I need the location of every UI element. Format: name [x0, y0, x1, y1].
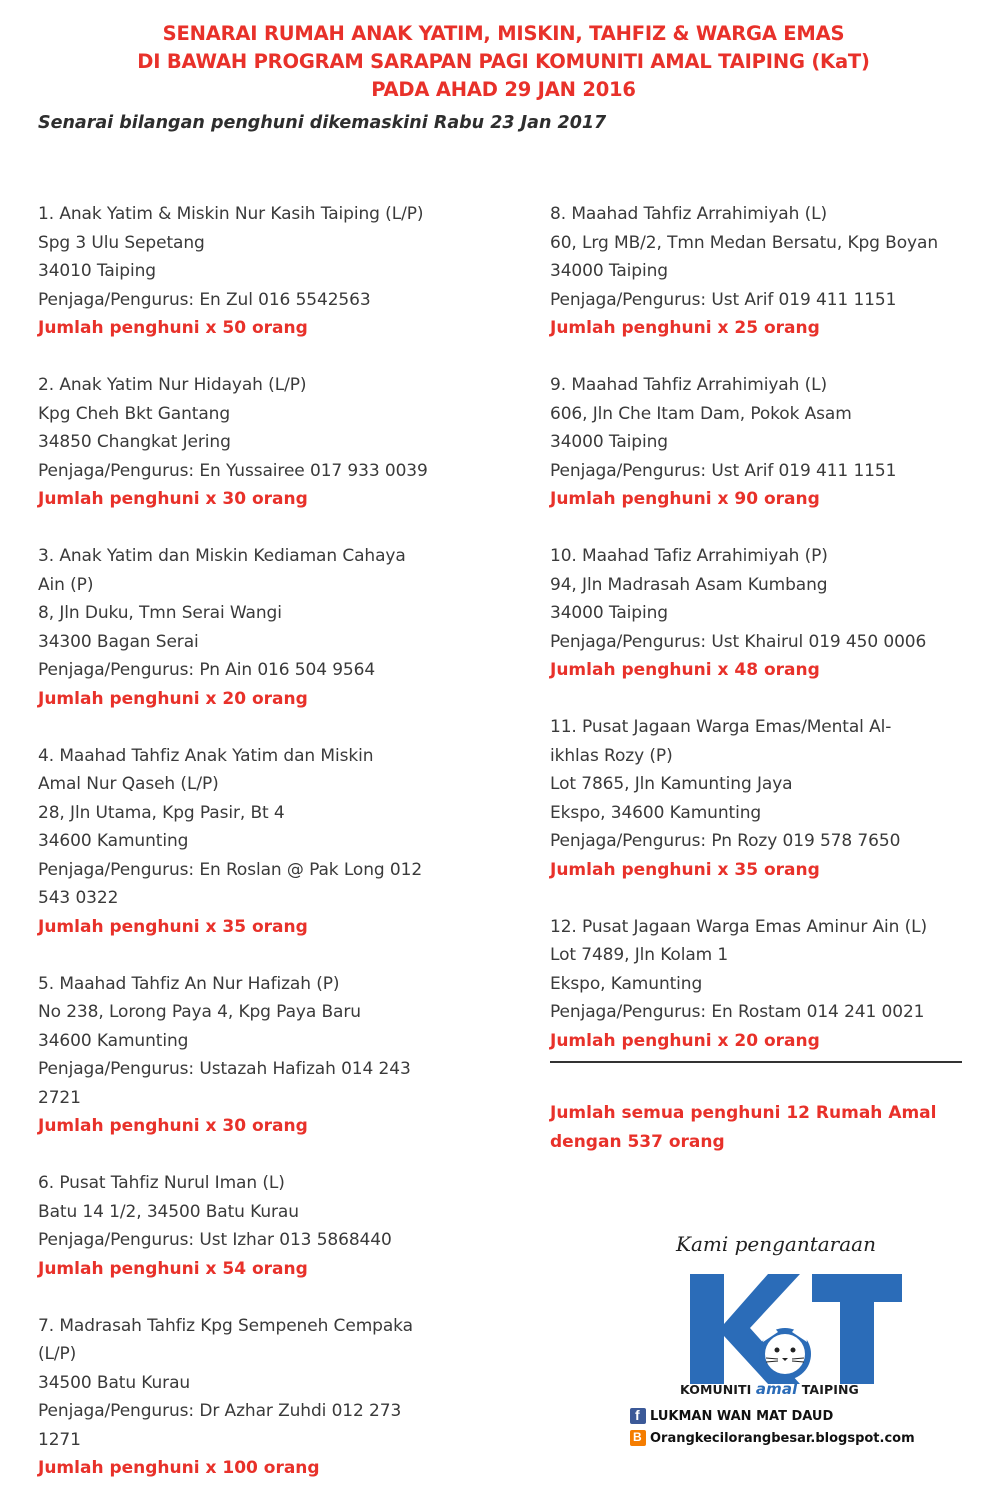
kat-logo	[650, 1266, 910, 1396]
facebook-name: LUKMAN WAN MAT DAUD	[650, 1408, 834, 1424]
entry-line: 8. Maahad Tahfiz Arrahimiyah (L)	[550, 204, 828, 224]
document-header	[0, 20, 1007, 104]
entry-line: 11. Pusat Jagaan Warga Emas/Mental Al-	[550, 717, 892, 737]
title-line-3: PADA AHAD 29 JAN 2016	[371, 78, 636, 101]
entry-line: Ekspo, Kamunting	[550, 973, 703, 994]
entry-line: Penjaga/Pengurus: En Yussairee 017 933 0039	[38, 460, 428, 481]
entry-line: 34000 Taiping	[550, 261, 668, 281]
entry-line: Ekspo, 34600 Kamunting	[550, 802, 762, 823]
title-line-2: DI BAWAH PROGRAM SARAPAN PAGI KOMUNITI AMAL TAIPING (KaT)	[137, 50, 870, 73]
entry-line: 2721	[38, 1087, 81, 1108]
entry-line: 3. Anak Yatim dan Miskin Kediaman Cahaya	[38, 546, 406, 566]
right-column	[550, 200, 1002, 1156]
entry-line: 34300 Bagan Serai	[38, 631, 199, 652]
entry-7	[38, 1312, 508, 1483]
entry-line: Penjaga/Pengurus: Pn Ain 016 504 9564	[38, 660, 376, 680]
entry-line: Ain (P)	[38, 574, 94, 595]
entry-line: 543 0322	[38, 888, 119, 908]
entry-line: Penjaga/Pengurus: En Rostam 014 241 0021	[550, 1002, 925, 1022]
updated-note: Senarai bilangan penghuni dikemaskini Rabu 23 Jan 2017	[38, 113, 607, 133]
entry-9	[550, 371, 1002, 514]
entry-count: Jumlah penghuni x 20 orang	[550, 1030, 820, 1051]
entry-line: Batu 14 1/2, 34500 Batu Kurau	[38, 1201, 299, 1222]
entry-line: Penjaga/Pengurus: En Zul 016 5542563	[38, 289, 371, 310]
entry-count: Jumlah penghuni x 48 orang	[550, 660, 820, 680]
entry-line: 60, Lrg MB/2, Tmn Medan Bersatu, Kpg Boyan	[550, 232, 938, 253]
entry-line: Lot 7489, Jln Kolam 1	[550, 945, 729, 965]
entry-2	[38, 371, 508, 514]
entry-count: Jumlah penghuni x 100 orang	[38, 1458, 320, 1478]
logo-caption-part: KOMUNITI	[680, 1382, 752, 1397]
blog-url: Orangkecilorangbesar.blogspot.com	[650, 1430, 915, 1446]
entry-line: 12. Pusat Jagaan Warga Emas Aminur Ain (L)	[550, 916, 928, 937]
divider-line	[550, 1061, 962, 1063]
entry-count: Jumlah penghuni x 35 orang	[550, 859, 820, 880]
entry-line: 34850 Changkat Jering	[38, 432, 231, 452]
tagline: Kami pengantaraan	[676, 1232, 876, 1256]
title-line-1: SENARAI RUMAH ANAK YATIM, MISKIN, TAHFIZ & WARGA EMAS	[162, 22, 845, 45]
entry-count: Jumlah penghuni x 90 orang	[550, 489, 820, 509]
entry-line: 1. Anak Yatim & Miskin Nur Kasih Taiping (L/P)	[38, 204, 424, 224]
logo-caption-amal: amal	[755, 1380, 798, 1398]
left-column	[38, 200, 508, 1511]
facebook-credit	[630, 1408, 833, 1424]
entry-line: 10. Maahad Tafiz Arrahimiyah (P)	[550, 546, 828, 566]
entry-line: 5. Maahad Tahfiz An Nur Hafizah (P)	[38, 973, 340, 994]
total-line-1: Jumlah semua penghuni 12 Rumah Amal	[550, 1103, 937, 1123]
entry-line: 606, Jln Che Itam Dam, Pokok Asam	[550, 403, 852, 424]
entry-line: 34600 Kamunting	[38, 1030, 189, 1051]
entry-6	[38, 1169, 508, 1283]
entry-line: 7. Madrasah Tahfiz Kpg Sempeneh Cempaka	[38, 1315, 413, 1336]
entry-line: Penjaga/Pengurus: En Roslan @ Pak Long 012	[38, 859, 423, 880]
entry-line: 4. Maahad Tahfiz Anak Yatim dan Miskin	[38, 745, 374, 766]
entry-11	[550, 713, 1002, 884]
blogger-icon	[630, 1430, 646, 1446]
entry-count: Jumlah penghuni x 30 orang	[38, 489, 308, 509]
entry-line: 94, Jln Madrasah Asam Kumbang	[550, 574, 828, 595]
blog-credit	[630, 1430, 915, 1446]
cat-face-icon	[759, 1318, 811, 1380]
entry-line: 1271	[38, 1429, 81, 1450]
entry-count: Jumlah penghuni x 20 orang	[38, 688, 308, 709]
entry-line: 9. Maahad Tahfiz Arrahimiyah (L)	[550, 375, 828, 395]
entry-8	[550, 200, 1002, 343]
entry-line: 34010 Taiping	[38, 261, 156, 281]
total-line-2: dengan 537 orang	[550, 1131, 725, 1152]
entry-count: Jumlah penghuni x 25 orang	[550, 318, 820, 338]
entry-line: 34500 Batu Kurau	[38, 1372, 191, 1393]
entry-count: Jumlah penghuni x 30 orang	[38, 1116, 308, 1136]
entry-1	[38, 200, 508, 343]
entry-line: No 238, Lorong Paya 4, Kpg Paya Baru	[38, 1002, 361, 1022]
entry-line: 8, Jln Duku, Tmn Serai Wangi	[38, 603, 282, 623]
entry-line: 34000 Taiping	[550, 603, 668, 623]
entry-line: Lot 7865, Jln Kamunting Jaya	[550, 774, 793, 794]
entry-line: Penjaga/Pengurus: Pn Rozy 019 578 7650	[550, 831, 901, 851]
entry-12	[550, 913, 1002, 1056]
entry-line: Penjaga/Pengurus: Ust Arif 019 411 1151	[550, 460, 897, 481]
entry-5	[38, 970, 508, 1141]
entry-10	[550, 542, 1002, 685]
entry-line: Spg 3 Ulu Sepetang	[38, 232, 205, 253]
facebook-icon	[630, 1408, 646, 1424]
entry-line: 6. Pusat Tahfiz Nurul Iman (L)	[38, 1173, 285, 1193]
entry-line: Penjaga/Pengurus: Dr Azhar Zuhdi 012 273	[38, 1401, 402, 1421]
entry-line: (L/P)	[38, 1344, 77, 1364]
entry-line: 28, Jln Utama, Kpg Pasir, Bt 4	[38, 802, 285, 823]
entry-line: ikhlas Rozy (P)	[550, 745, 673, 766]
entry-line: Penjaga/Pengurus: Ustazah Hafizah 014 243	[38, 1059, 411, 1079]
entry-line: 34600 Kamunting	[38, 831, 189, 851]
entry-line: Penjaga/Pengurus: Ust Arif 019 411 1151	[550, 289, 897, 310]
entry-line: Penjaga/Pengurus: Ust Khairul 019 450 0006	[550, 631, 927, 652]
logo-caption-part: TAIPING	[801, 1382, 859, 1397]
entry-line: 2. Anak Yatim Nur Hidayah (L/P)	[38, 375, 307, 395]
entry-count: Jumlah penghuni x 54 orang	[38, 1258, 308, 1279]
entry-line: Penjaga/Pengurus: Ust Izhar 013 5868440	[38, 1230, 392, 1250]
entry-3	[38, 542, 508, 713]
logo-caption	[680, 1380, 859, 1398]
entry-line: 34000 Taiping	[550, 432, 668, 452]
entry-count: Jumlah penghuni x 50 orang	[38, 318, 308, 338]
entry-line: Amal Nur Qaseh (L/P)	[38, 774, 219, 794]
entry-count: Jumlah penghuni x 35 orang	[38, 916, 308, 937]
entry-line: Kpg Cheh Bkt Gantang	[38, 403, 231, 424]
entry-4	[38, 742, 508, 942]
